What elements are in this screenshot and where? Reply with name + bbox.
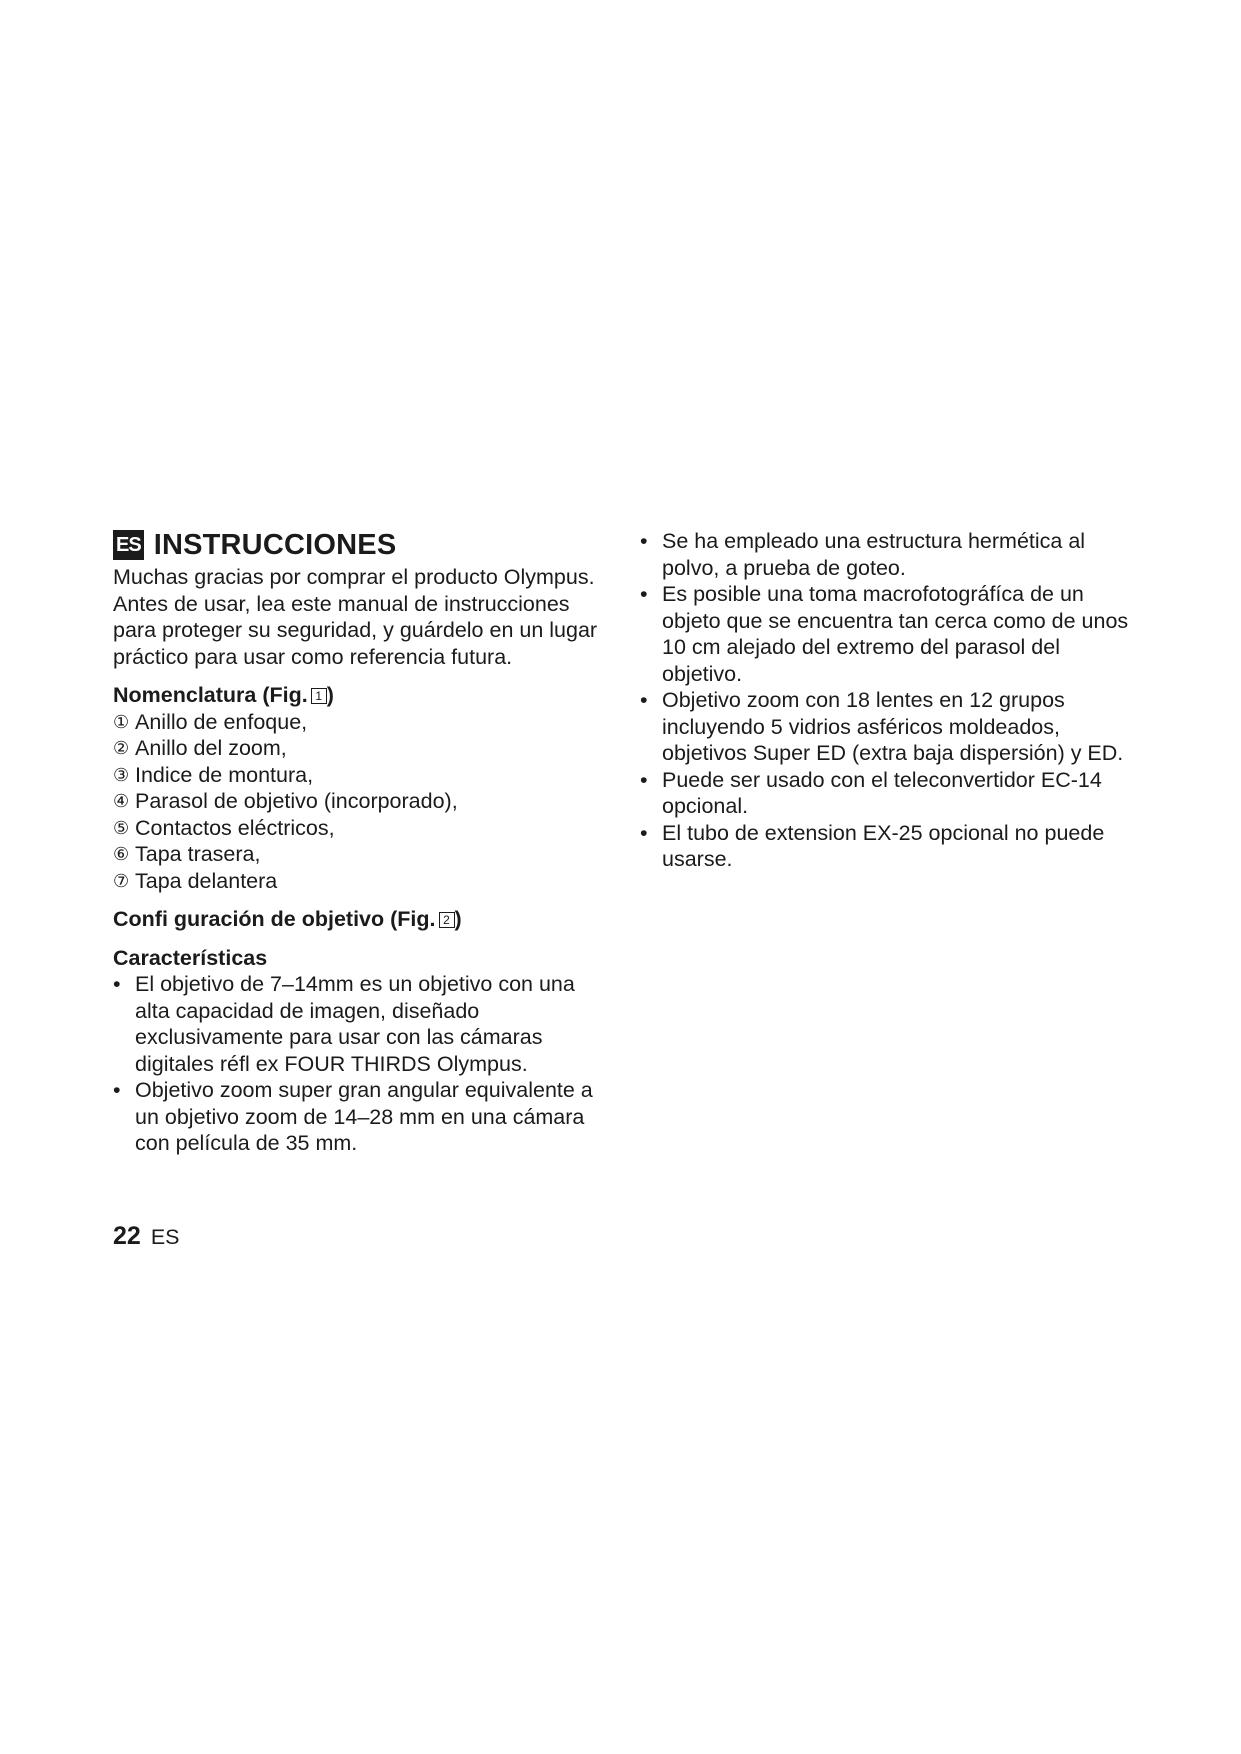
bullet: • xyxy=(640,820,648,845)
page-number: 22 xyxy=(113,1222,141,1250)
nomenclature-heading-close: ) xyxy=(326,683,334,707)
list-item-text: Anillo del zoom, xyxy=(135,736,287,760)
bullet: • xyxy=(640,529,648,553)
number-marker: ① xyxy=(113,711,130,732)
list-item xyxy=(113,735,613,762)
page-footer xyxy=(113,1222,180,1251)
number-marker: ③ xyxy=(113,764,130,785)
bullet: • xyxy=(640,582,648,606)
list-item-text: El objetivo de 7–14mm es un objetivo con una alta capacidad de imagen, diseñado exclusivamente para usar con las cámaras digitales réfl ex FOUR THIRDS Olympus. xyxy=(135,972,575,1076)
figure-1-ref: 1 xyxy=(311,688,327,704)
bullet: • xyxy=(113,972,121,996)
list-item xyxy=(113,762,613,789)
list-item-text: Objetivo zoom super gran angular equivalente a un objetivo zoom de 14–28 mm en una cámara con película de 35 mm. xyxy=(135,1078,593,1155)
list-item xyxy=(640,820,1140,873)
list-item xyxy=(640,528,1140,581)
configuration-heading xyxy=(113,906,613,933)
number-marker: ⑤ xyxy=(113,817,130,838)
bullet: • xyxy=(640,688,648,712)
list-item xyxy=(640,767,1140,820)
list-item xyxy=(113,971,613,1077)
number-marker: ④ xyxy=(113,791,130,811)
number-marker: ⑦ xyxy=(113,870,130,891)
list-item-text: Indice de montura, xyxy=(135,762,314,787)
list-item xyxy=(113,709,613,736)
list-item-text: Se ha empleado una estructura hermética al polvo, a prueba de goteo. xyxy=(662,529,1086,580)
bullet: • xyxy=(113,1078,121,1102)
list-item-text: Contactos eléctricos, xyxy=(135,815,335,840)
features-list-right xyxy=(640,528,1140,873)
list-item-text: Tapa trasera, xyxy=(135,842,261,866)
features-heading: Características xyxy=(113,945,268,970)
list-item xyxy=(113,1077,613,1157)
nomenclature-heading xyxy=(113,682,613,709)
language-badge: ES xyxy=(113,530,144,560)
list-item xyxy=(113,868,613,895)
number-marker: ⑥ xyxy=(113,844,130,864)
list-item-text: El tubo de extension EX-25 opcional no puede usarse. xyxy=(662,820,1105,871)
list-item-text: Puede ser usado con el teleconvertidor EC-14 opcional. xyxy=(662,767,1102,818)
list-item xyxy=(113,788,613,815)
list-item-text: Parasol de objetivo (incorporado), xyxy=(135,789,458,813)
list-item xyxy=(640,687,1140,767)
list-item xyxy=(113,841,613,868)
bullet: • xyxy=(640,767,648,792)
list-item xyxy=(640,581,1140,687)
left-column xyxy=(113,528,613,1157)
nomenclature-heading-text: Nomenclatura (Fig. xyxy=(113,683,308,707)
list-item-text: Objetivo zoom con 18 lentes en 12 grupos incluyendo 5 vidrios asféricos moldeados, objetivos Super ED (extra baja dispersión) y ED. xyxy=(662,688,1124,765)
list-item xyxy=(113,815,613,842)
title-text: INSTRUCCIONES xyxy=(153,528,397,561)
number-marker: ② xyxy=(113,738,130,758)
list-item-text: Es posible una toma macrofotográfíca de un objeto que se encuentra tan cerca como de unos 10 cm alejado del extremo del parasol del objetivo. xyxy=(662,582,1129,686)
list-item-text: Tapa delantera xyxy=(135,868,278,893)
configuration-heading-text: Confi guración de objetivo (Fig. xyxy=(113,907,436,931)
features-list-left xyxy=(113,971,613,1157)
footer-language: ES xyxy=(150,1225,180,1249)
page-title xyxy=(113,528,613,562)
figure-2-ref: 2 xyxy=(439,912,455,928)
list-item-text: Anillo de enfoque, xyxy=(135,709,308,734)
nomenclature-list xyxy=(113,709,613,895)
right-column xyxy=(640,528,1140,873)
configuration-heading-close: ) xyxy=(454,907,462,931)
intro-paragraph: Muchas gracias por comprar el producto Olympus. Antes de usar, lea este manual de instrucciones para proteger su seguridad, y guárdelo en un lugar práctico para usar como referencia futura. xyxy=(113,565,598,669)
